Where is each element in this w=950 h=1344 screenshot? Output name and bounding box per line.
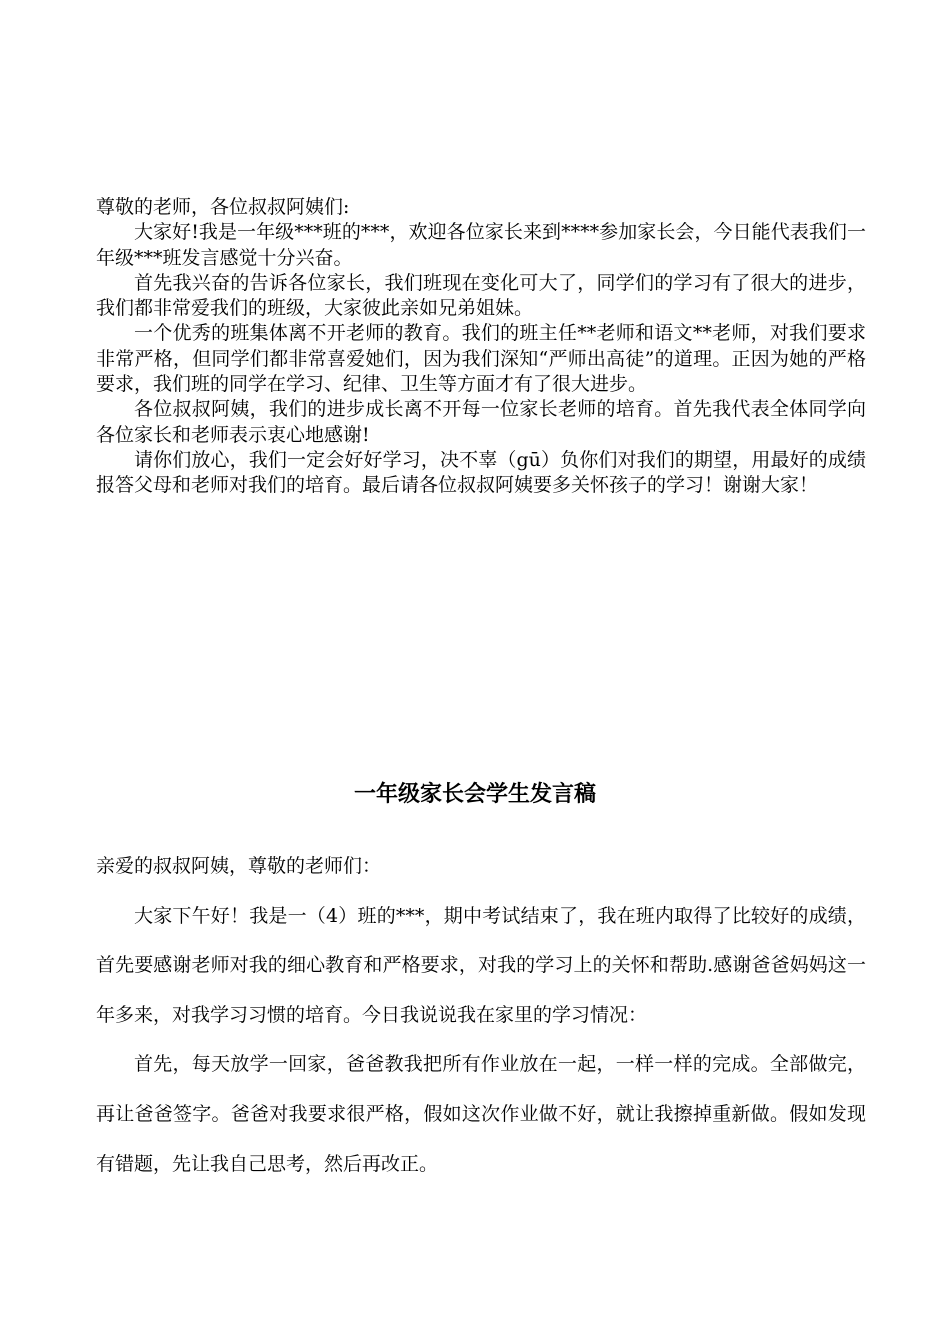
speech-one-paragraph-1: 大家好!我是一年级***班的***，欢迎各位家长来到****参加家长会，今日能代表我们一年级***班发言感觉十分兴奋。 — [96, 221, 866, 269]
speech-one-paragraph-2: 首先我兴奋的告诉各位家长，我们班现在变化可大了，同学们的学习有了很大的进步，我们都非常爱我们的班级，大家彼此亲如兄弟姐妹。 — [96, 271, 866, 320]
speech-one-greeting: 尊敬的老师，各位叔叔阿姨们: — [96, 196, 350, 218]
speech-one — [96, 195, 866, 499]
speech-two-paragraph-2: 首先，每天放学一回家，爸爸教我把所有作业放在一起，一样一样的完成。全部做完，再让爸爸签字。爸爸对我要求很严格，假如这次作业做不好，就让我擦掉重新做。假如发现有错题，先让我自己思考，然后再改正。 — [96, 1053, 866, 1175]
speech-two-greeting: 亲爱的叔叔阿姨，尊敬的老师们： — [96, 855, 382, 877]
speech-one-paragraph-3: 一个优秀的班集体离不开老师的教育。我们的班主任**老师和语文**老师，对我们要求非常严格，但同学们都非常喜爱她们，因为我们深知“严师出高徒”的道理。正因为她的严格要求，我们班的同学在学习、纪律、卫生等方面才有了很大进步。 — [96, 322, 866, 396]
speech-two-title: 一年级家长会学生发言稿 — [353, 782, 596, 807]
speech-one-paragraph-5: 请你们放心，我们一定会好好学习，决不辜（gū）负你们对我们的期望，用最好的成绩报答父母和老师对我们的培育。最后请各位叔叔阿姨要多关怀孩子的学习！谢谢大家！ — [96, 448, 866, 497]
speech-one-paragraph-4: 各位叔叔阿姨，我们的进步成长离不开每一位家长老师的培育。首先我代表全体同学向各位家长和老师表示衷心地感谢! — [96, 398, 866, 446]
speech-two — [96, 842, 866, 1189]
speech-two-paragraph-1: 大家下午好！我是一（4）班的***，期中考试结束了，我在班内取得了比较好的成绩，首先要感谢老师对我的细心教育和严格要求，对我的学习上的关怀和帮助.感谢爸爸妈妈这一年多来，对我学习习惯的培育。今日我说说我在家里的学习情况： — [96, 904, 866, 1026]
